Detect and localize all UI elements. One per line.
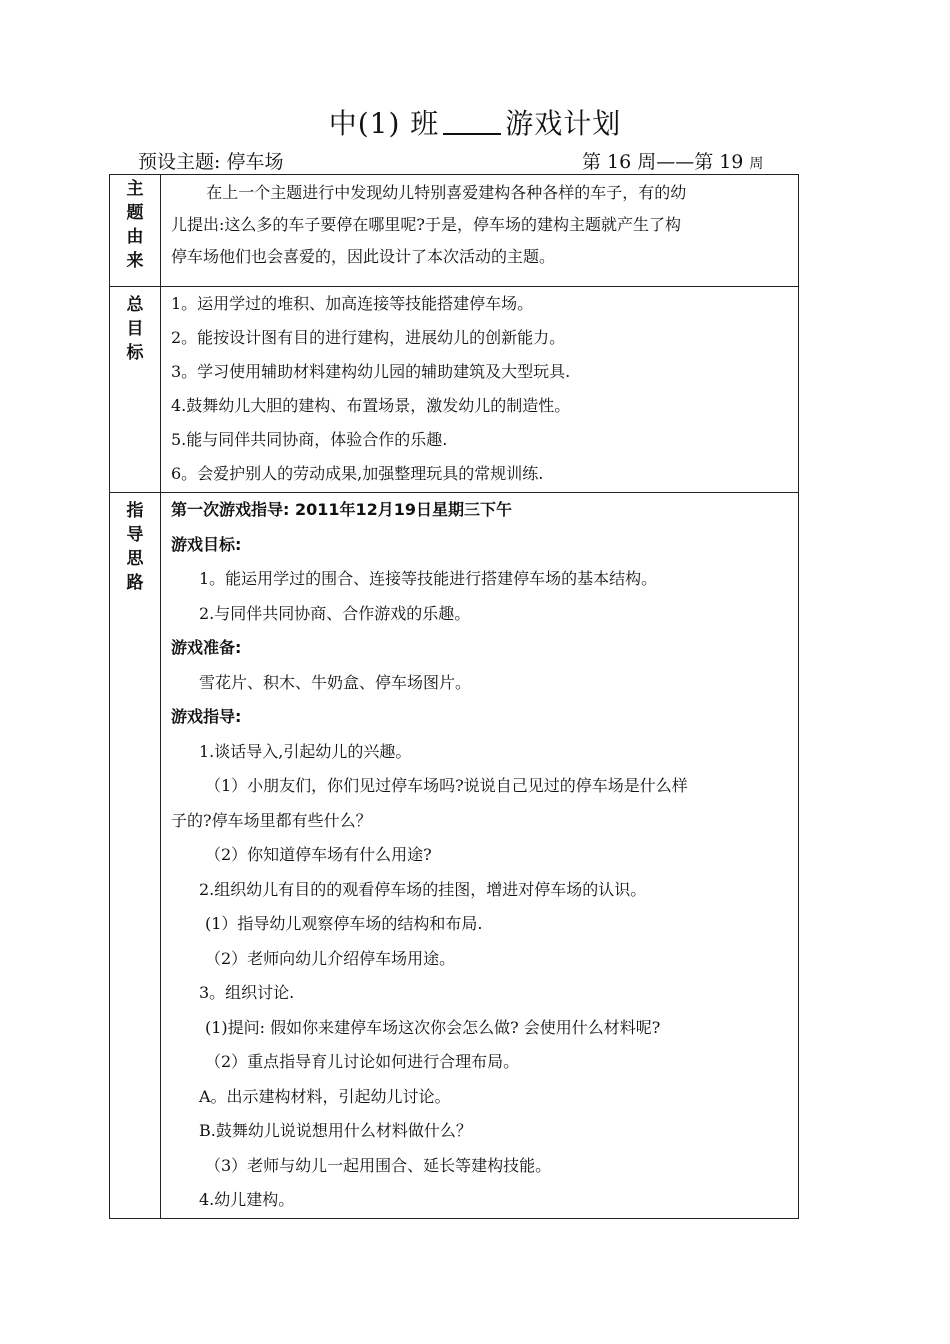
week-mid: 周——第 — [637, 151, 714, 173]
label-char: 路 — [126, 573, 144, 593]
guide-goal-item: 1。能运用学过的围合、连接等技能进行搭建停车场的基本结构。 — [199, 569, 658, 588]
title-blank — [443, 107, 501, 135]
theme-label: 预设主题: — [138, 151, 221, 173]
theme-field — [138, 150, 368, 175]
label-char: 导 — [126, 525, 144, 545]
guide-step: 3。组织讨论. — [199, 983, 295, 1002]
origin-line: 儿提出:这么多的车子要停在哪里呢?于是，停车场的建构主题就产生了构 — [171, 215, 681, 234]
theme-value — [220, 150, 368, 175]
week-range — [582, 150, 763, 176]
guide-step: （2）重点指导育儿讨论如何进行合理布局。 — [205, 1052, 520, 1071]
guide-step: （1）小朋友们，你们见过停车场吗?说说自己见过的停车场是什么样 — [205, 776, 688, 795]
guide-goal-item: 2.与同伴共同协商、合作游戏的乐趣。 — [199, 603, 471, 623]
page-title — [0, 106, 950, 142]
goal-item: 6。会爱护别人的劳动成果,加强整理玩具的常规训练. — [171, 464, 544, 483]
label-char: 主 — [126, 179, 144, 199]
guide-step: （3）老师与幼儿一起用围合、延长等建构技能。 — [205, 1155, 552, 1175]
week-prefix: 第 — [582, 151, 602, 173]
origin-row — [110, 175, 799, 287]
guide-label — [110, 493, 161, 1219]
origin-content — [161, 175, 799, 287]
week-end: 19 — [713, 150, 749, 175]
goal-item: 5.能与同伴共同协商，体验合作的乐趣. — [171, 430, 448, 449]
label-char: 思 — [126, 549, 144, 569]
guide-content — [161, 493, 799, 1219]
guide-step: A。出示建构材料，引起幼儿讨论。 — [199, 1086, 451, 1106]
label-char: 由 — [126, 227, 144, 247]
week-start: 16 — [601, 150, 637, 175]
label-char: 总 — [126, 295, 144, 315]
origin-label — [110, 175, 161, 287]
guide-step: (1）指导幼儿观察停车场的结构和布局. — [205, 914, 483, 933]
label-char: 指 — [126, 501, 144, 521]
guide-step: 1.谈话导入,引起幼儿的兴趣。 — [199, 741, 412, 761]
guide-step: （2）你知道停车场有什么用途? — [205, 845, 432, 864]
plan-table — [109, 174, 799, 1219]
guide-step: （2）老师向幼儿介绍停车场用途。 — [205, 948, 456, 968]
guide-row — [110, 493, 799, 1219]
prep-text: 雪花片、积木、牛奶盒、停车场图片。 — [199, 672, 472, 692]
label-char: 来 — [126, 251, 144, 271]
guide-step: B.鼓舞幼儿说说想用什么材料做什么？ — [199, 1121, 472, 1140]
guide-step: 2.组织幼儿有目的的观看停车场的挂图，增进对停车场的认识。 — [199, 879, 647, 899]
guide-title: 游戏指导: — [171, 707, 242, 726]
theme-value-text: 停车场 — [226, 151, 284, 173]
week-suffix: 周 — [749, 156, 764, 172]
title-class: 中(1) 班 — [328, 107, 440, 140]
goal-item: 1。运用学过的堆积、加高连接等技能搭建停车场。 — [171, 294, 534, 313]
title-plan: 游戏计划 — [505, 107, 622, 140]
label-char: 目 — [126, 319, 144, 339]
guide-step: 4.幼儿建构。 — [199, 1190, 295, 1209]
prep-title: 游戏准备: — [171, 638, 242, 657]
goal-title: 游戏目标: — [171, 534, 242, 554]
goals-row — [110, 287, 799, 493]
goals-label — [110, 287, 161, 493]
goal-item: 3。学习使用辅助材料建构幼儿园的辅助建筑及大型玩具. — [171, 362, 571, 381]
origin-line: 在上一个主题进行中发现幼儿特别喜爱建构各种各样的车子，有的幼 — [206, 183, 687, 202]
label-char: 题 — [126, 203, 144, 223]
header-line — [138, 150, 818, 174]
guide-heading: 第一次游戏指导: 2011年12月19日星期三下午 — [171, 500, 513, 519]
origin-line: 停车场他们也会喜爱的，因此设计了本次活动的主题。 — [171, 247, 556, 266]
guide-step: 子的?停车场里都有些什么？ — [171, 810, 372, 830]
goal-item: 4.鼓舞幼儿大胆的建构、布置场景，激发幼儿的制造性。 — [171, 396, 571, 415]
goals-content — [161, 287, 799, 493]
label-char: 标 — [126, 343, 144, 363]
guide-step: (1)提问: 假如你来建停车场这次你会怎么做? 会使用什么材料呢? — [205, 1017, 661, 1037]
goal-item: 2。能按设计图有目的进行建构，进展幼儿的创新能力。 — [171, 328, 566, 347]
